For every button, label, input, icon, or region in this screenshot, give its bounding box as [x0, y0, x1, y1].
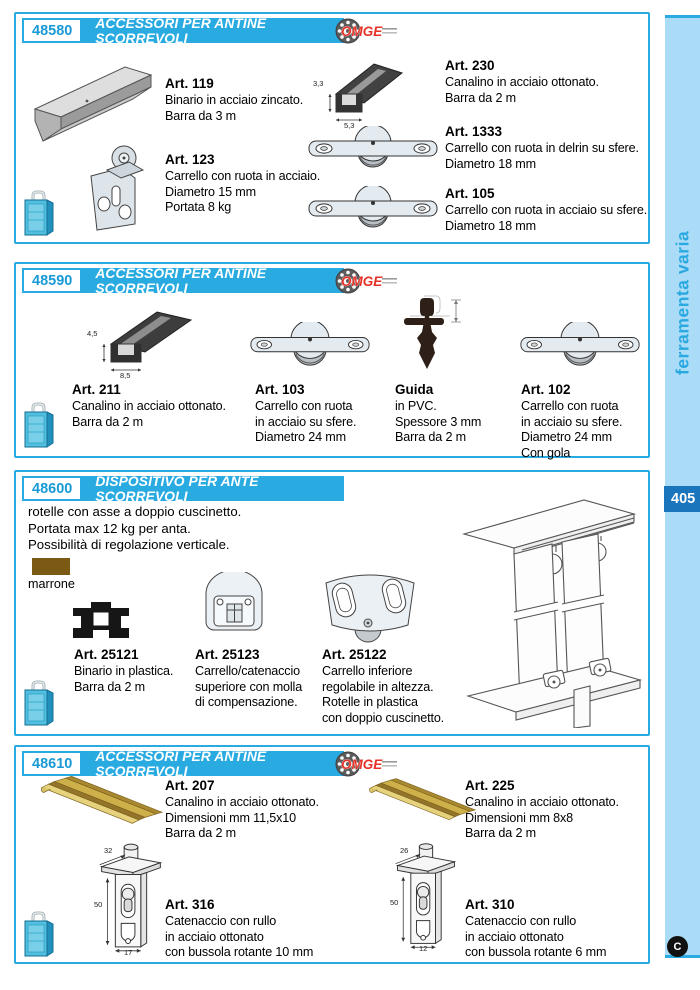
art-207-text [165, 778, 319, 842]
intro-line: Portata max 12 kg per anta. [28, 520, 191, 536]
desc-line: Binario in acciaio zincato. [165, 93, 304, 107]
section-48580 [14, 12, 650, 244]
intro-line: Possibilità di regolazione verticale. [28, 537, 230, 552]
art-25123-image [198, 572, 270, 644]
desc-line: superiore con molla [195, 679, 303, 694]
desc-line: Barra da 2 m [72, 414, 143, 429]
art-number: Art. 25122 [322, 647, 387, 662]
section-code: 48590 [24, 270, 80, 291]
art-number: Art. 25123 [195, 647, 260, 662]
desc-line: con doppio cuscinetto. [322, 710, 445, 725]
art-211-text [72, 382, 226, 430]
art-225-image [364, 773, 476, 829]
desc-line: di compensazione. [195, 695, 298, 709]
art-316-text [165, 897, 313, 961]
sidebar-strip [665, 15, 700, 958]
art-number: Guida [395, 382, 434, 397]
basket-icon [20, 909, 58, 957]
art-number: Art. 225 [465, 778, 515, 793]
basket-icon [20, 678, 58, 726]
art-123-text [165, 152, 320, 216]
intro-line: rotelle con asse a doppio cuscinetto. [28, 504, 242, 519]
desc-line: Diametro 15 mm [165, 184, 256, 199]
art-number: Art. 119 [165, 76, 214, 91]
art-number: Art. 105 [445, 186, 495, 201]
desc-line: Barra da 2 m [74, 679, 145, 694]
section-48590 [14, 262, 650, 458]
desc-line: Catenaccio con rullo [465, 914, 577, 928]
page-number-badge: 405 [664, 486, 700, 512]
art-number: Art. 211 [72, 382, 121, 397]
section-intro [28, 504, 241, 554]
art-310-text [465, 897, 606, 961]
desc-line: Barra da 3 m [165, 108, 236, 123]
art-number: Art. 102 [521, 382, 571, 397]
dim-label: 50 [94, 900, 103, 909]
section-48600 [14, 470, 650, 736]
section-48600-header [22, 473, 344, 504]
dim-label: 8,5 [120, 371, 131, 380]
desc-line: in acciaio ottonato [165, 929, 264, 944]
desc-line: con bussola rotante 6 mm [465, 945, 607, 959]
desc-line: Barra da 2 m [165, 826, 236, 840]
desc-line: Carrello con ruota in delrin su sfere. [445, 141, 639, 155]
section-code: 48580 [24, 20, 80, 41]
art-119-text [165, 76, 303, 124]
desc-line: Dimensioni mm 8x8 [465, 810, 574, 825]
art-number: Art. 230 [445, 58, 495, 73]
art-1333-text [445, 124, 639, 172]
dim-label: 12 [419, 944, 428, 953]
desc-line: Diametro 24 mm [255, 430, 346, 444]
art-105-image [304, 186, 442, 234]
art-number: Art. 207 [165, 778, 215, 793]
art-25121-text [74, 647, 173, 695]
section-code: 48610 [24, 753, 80, 774]
desc-line: Dimensioni mm 11,5x10 [165, 810, 297, 825]
art-102-image [519, 322, 641, 372]
desc-line: Barra da 2 m [445, 90, 516, 105]
color-swatch-marrone [32, 558, 70, 575]
desc-line: Diametro 18 mm [445, 156, 536, 171]
art-25122-text [322, 647, 444, 726]
desc-line: Portata 8 kg [165, 200, 232, 214]
section-title: ACCESSORI PER ANTINE SCORREVOLI [95, 265, 267, 296]
art-number: Art. 316 [165, 897, 215, 912]
art-102-text [521, 382, 622, 461]
assembly-illustration [456, 490, 646, 728]
art-103-image [249, 322, 371, 372]
desc-line: Binario in plastica. [74, 664, 174, 678]
desc-line: Catenaccio con rullo [165, 914, 277, 928]
art-119-image [27, 57, 165, 145]
guida-image [390, 292, 468, 382]
art-207-image [35, 773, 163, 831]
desc-line: Carrello con ruota [521, 399, 619, 413]
omge-logo [334, 267, 404, 295]
art-316-image [86, 839, 176, 955]
art-123-image [77, 142, 157, 236]
dim-label: 5,3 [344, 121, 355, 130]
desc-line: Canalino in acciaio ottonato. [72, 399, 226, 413]
art-225-text [465, 778, 619, 842]
desc-line: Canalino in acciaio ottonato. [465, 795, 619, 809]
art-310-image [382, 839, 470, 951]
section-48580-header [22, 15, 344, 46]
art-211-image [87, 300, 211, 380]
dim-label: 3,3 [313, 79, 324, 88]
art-25121-image [68, 596, 134, 642]
desc-line: Con gola [521, 445, 571, 460]
art-1333-image [304, 126, 442, 174]
art-230-text [445, 58, 599, 106]
dim-label: 50 [390, 898, 399, 907]
art-230-image [313, 50, 410, 130]
section-title: ACCESSORI PER ANTINE SCORREVOLI [95, 748, 267, 779]
desc-line: Barra da 2 m [395, 430, 466, 444]
art-103-text [255, 382, 356, 446]
desc-line: con bussola rotante 10 mm [165, 945, 314, 959]
desc-line: Spessore 3 mm [395, 414, 482, 429]
corner-logo: C [667, 936, 688, 957]
art-number: Art. 103 [255, 382, 305, 397]
desc-line: in acciaio ottonato [465, 929, 564, 944]
desc-line: Carrello con ruota in acciaio. [165, 169, 321, 183]
desc-line: Canalino in acciaio ottonato. [445, 75, 599, 89]
guida-text [395, 382, 481, 446]
desc-line: Diametro 24 mm [521, 430, 612, 444]
desc-line: Carrello inferiore [322, 664, 413, 678]
section-code: 48600 [24, 478, 80, 499]
section-48590-header [22, 265, 344, 296]
basket-icon [20, 188, 58, 236]
dim-label: 4,5 [87, 329, 98, 338]
desc-line: Carrello con ruota [255, 399, 353, 413]
section-title: ACCESSORI PER ANTINE SCORREVOLI [95, 15, 267, 46]
desc-line: in PVC. [395, 399, 437, 413]
desc-line: Canalino in acciaio ottonato. [165, 795, 319, 809]
art-number: Art. 310 [465, 897, 515, 912]
dim-label: 26 [400, 846, 409, 855]
desc-line: in acciaio su sfere. [255, 414, 357, 429]
dim-label: 32 [104, 846, 113, 855]
sidebar-category-label: ferramenta varia [672, 230, 693, 376]
omge-logo [334, 17, 404, 45]
art-105-text [445, 186, 647, 234]
art-number: Art. 1333 [445, 124, 503, 139]
desc-line: regolabile in altezza. [322, 679, 434, 694]
desc-line: in acciaio su sfere. [521, 414, 623, 429]
desc-line: Diametro 18 mm [445, 218, 536, 233]
desc-line: Carrello con ruota in acciaio su sfere. [445, 203, 648, 217]
section-title: DISPOSITIVO PER ANTE SCORREVOLI [95, 473, 259, 504]
section-48610 [14, 745, 650, 964]
dim-label: 17 [124, 948, 133, 957]
art-number: Art. 123 [165, 152, 215, 167]
desc-line: Carrello/catenaccio [195, 664, 300, 678]
art-25123-text [195, 647, 302, 711]
desc-line: Rotelle in plastica [322, 695, 418, 709]
art-number: Art. 25121 [74, 647, 139, 662]
basket-icon [20, 400, 58, 448]
art-25122-image [320, 567, 420, 645]
swatch-label: marrone [28, 577, 75, 591]
desc-line: Barra da 2 m [465, 826, 536, 840]
